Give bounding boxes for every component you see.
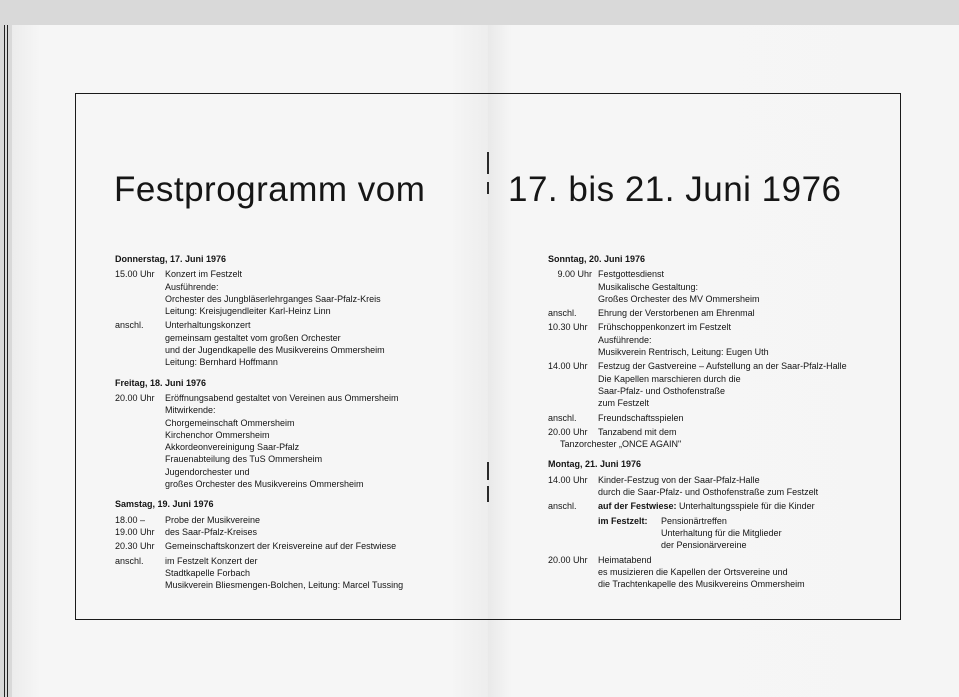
entry-line: Jugendorchester und — [165, 466, 250, 477]
entry-time: 14.00 Uhr — [548, 361, 588, 372]
program-entry — [548, 554, 888, 591]
entry-line: Tanzabend mit dem — [598, 426, 677, 437]
entry-line: Kinder-Festzug von der Saar-Pfalz-Halle — [598, 474, 760, 485]
program-entry — [115, 540, 455, 552]
entry-time: 14.00 Uhr — [548, 474, 588, 485]
program-entry — [115, 268, 455, 317]
entry-time: 18.00 – — [115, 514, 146, 525]
entry-line: durch die Saar-Pfalz- und Osthofenstraße zum Festzelt — [598, 487, 819, 498]
day-block-monday — [548, 458, 888, 590]
program-entry — [548, 268, 888, 305]
spine-mark — [487, 182, 489, 194]
entry-line: Ausführende: — [598, 334, 652, 345]
entry-time: anschl. — [548, 412, 577, 423]
entry-line: Probe der Musikvereine — [165, 514, 261, 525]
entry-line: Ausführende: — [165, 281, 219, 292]
entry-time: 20.00 Uhr — [548, 426, 588, 437]
entry-line: im Festzelt Konzert der — [165, 555, 258, 566]
entry-line: es musizieren die Kapellen der Ortsvereine und — [598, 566, 788, 577]
day-heading: Sonntag, 20. Juni 1976 — [548, 254, 646, 264]
day-block-saturday — [115, 498, 455, 591]
left-column — [115, 253, 455, 599]
entry-line: Pensionärtreffen — [661, 515, 727, 526]
entry-line: des Saar-Pfalz-Kreises — [165, 526, 258, 537]
entry-line: Unterhaltungsspiele für die Kinder — [676, 501, 815, 512]
entry-line: der Pensionärvereine — [661, 540, 747, 551]
program-entry — [115, 526, 455, 538]
program-entry — [548, 360, 888, 409]
entry-line: Musikverein Bliesmengen-Bolchen, Leitung: Marcel Tussing — [165, 580, 404, 591]
entry-time: 10.30 Uhr — [548, 322, 588, 333]
entry-line: die Trachtenkapelle des Musikvereins Ommersheim — [598, 579, 805, 590]
entry-time: 9.00 Uhr — [557, 269, 592, 280]
entry-line: Orchester des Jungbläserlehrganges Saar-Pfalz-Kreis — [165, 293, 381, 304]
entry-continuation: Tanzorchester „ONCE AGAIN" — [560, 439, 682, 450]
entry-time: 15.00 Uhr — [115, 269, 155, 280]
spine-mark — [487, 152, 489, 174]
entry-time: anschl. — [115, 320, 144, 331]
spine-mark — [487, 486, 489, 502]
day-block-thursday — [115, 253, 455, 369]
entry-time: 20.00 Uhr — [548, 554, 588, 565]
entry-line: Ehrung der Verstorbenen am Ehrenmal — [598, 308, 755, 319]
right-column — [548, 253, 888, 598]
program-entry — [548, 426, 888, 438]
entry-line: und der Jugendkapelle des Musikvereins Ommersheim — [165, 345, 385, 356]
day-block-friday — [115, 377, 455, 491]
entry-line: Gemeinschaftskonzert der Kreisvereine auf der Festwiese — [165, 541, 397, 552]
entry-line: Die Kapellen marschieren durch die — [598, 373, 741, 384]
entry-line: Großes Orchester des MV Ommersheim — [598, 293, 760, 304]
program-entry — [115, 514, 455, 526]
program-entry — [548, 474, 888, 499]
entry-line: Festgottesdienst — [598, 269, 665, 280]
page-title-right: 17. bis 21. Juni 1976 — [508, 170, 842, 209]
entry-time — [548, 515, 598, 552]
program-entry — [115, 392, 455, 490]
entry-line: Kirchenchor Ommersheim — [165, 429, 270, 440]
entry-line: Konzert im Festzelt — [165, 269, 243, 280]
day-block-sunday — [548, 253, 888, 450]
entry-time: 20.30 Uhr — [115, 541, 155, 552]
entry-line: Akkordeonvereinigung Saar-Pfalz — [165, 442, 300, 453]
entry-line: Eröffnungsabend gestaltet von Vereinen aus Ommersheim — [165, 392, 399, 403]
entry-line: Leitung: Bernhard Hoffmann — [165, 357, 278, 368]
entry-bold-label: auf der Festwiese: — [598, 501, 677, 512]
program-entry — [548, 321, 888, 358]
entry-line: großes Orchester des Musikvereins Ommersheim — [165, 479, 364, 490]
day-heading: Freitag, 18. Juni 1976 — [115, 377, 207, 388]
program-entry — [548, 412, 888, 424]
entry-line: Musikverein Rentrisch, Leitung: Eugen Uth — [598, 347, 769, 358]
entry-line: Heimatabend — [598, 554, 652, 565]
entry-line: zum Festzelt — [598, 398, 650, 409]
entry-line: Festzug der Gastvereine – Aufstellung an der Saar-Pfalz-Halle — [598, 361, 847, 372]
page-edges — [4, 25, 14, 697]
entry-line: Frauenabteilung des TuS Ommersheim — [165, 454, 323, 465]
entry-line: Frühschoppenkonzert im Festzelt — [598, 322, 732, 333]
day-heading: Samstag, 19. Juni 1976 — [115, 499, 214, 510]
entry-line: Unterhaltungskonzert — [165, 320, 251, 331]
program-entry — [115, 555, 455, 592]
program-entry — [115, 319, 455, 368]
spine-mark — [487, 462, 489, 480]
entry-line: Mitwirkende: — [165, 405, 216, 416]
entry-line: gemeinsam gestaltet vom großen Orchester — [165, 332, 341, 343]
day-heading: Donnerstag, 17. Juni 1976 — [115, 254, 227, 264]
entry-sub-label: im Festzelt: — [598, 515, 648, 526]
page-title-left: Festprogramm vom — [114, 170, 426, 209]
entry-line: Stadtkapelle Forbach — [165, 567, 251, 578]
entry-line: Leitung: Kreisjugendleiter Karl-Heinz Linn — [165, 306, 331, 317]
entry-line: Freundschaftsspielen — [598, 412, 684, 423]
entry-time: anschl. — [548, 501, 577, 512]
program-entry — [548, 515, 888, 552]
entry-line: Unterhaltung für die Mitglieder — [661, 527, 782, 538]
entry-time: anschl. — [115, 555, 144, 566]
day-heading: Montag, 21. Juni 1976 — [548, 459, 642, 470]
entry-time: 19.00 Uhr — [115, 526, 155, 537]
entry-line: Saar-Pfalz- und Osthofenstraße — [598, 385, 726, 396]
program-entry — [548, 307, 888, 319]
entry-line: Musikalische Gestaltung: — [598, 281, 699, 292]
entry-time: anschl. — [548, 308, 577, 319]
entry-line: Chorgemeinschaft Ommersheim — [165, 417, 295, 428]
program-entry — [548, 500, 888, 512]
entry-time: 20.00 Uhr — [115, 392, 155, 403]
